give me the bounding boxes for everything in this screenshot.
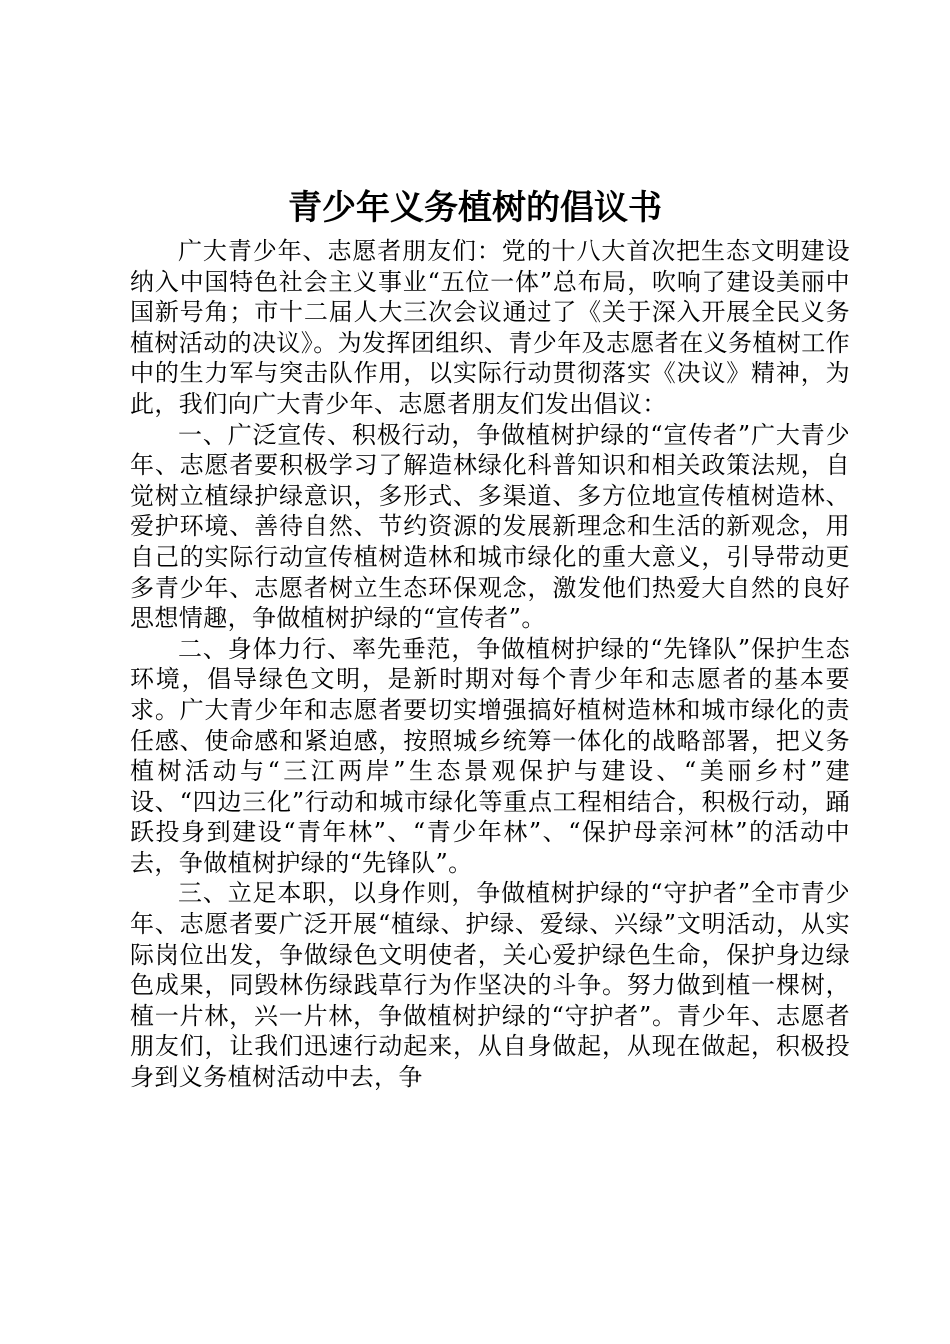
document-body — [130, 236, 850, 1093]
paragraph-proposal-2: 二、身体力行、率先垂范，争做植树护绿的“先锋队”保护生态环境，倡导绿色文明，是新时期对每个青少年和志愿者的基本要求。广大青少年和志愿者要切实增强搞好植树造林和城市绿化的责任感、使命感和紧迫感，按照城乡统筹一体化的战略部署，把义务植树活动与“三江两岸”生态景观保护与建设、“美丽乡村”建设、“四边三化”行动和城市绿化等重点工程相结合，积极行动，踊跃投身到建设“青年林”、“青少年林”、“保护母亲河林”的活动中去，争做植树护绿的“先锋队”。 — [130, 634, 850, 877]
paragraph-proposal-1: 一、广泛宣传、积极行动，争做植树护绿的“宣传者”广大青少年、志愿者要积极学习了解造林绿化科普知识和相关政策法规，自觉树立植绿护绿意识，多形式、多渠道、多方位地宣传植树造林、爱护环境、善待自然、节约资源的发展新理念和生活的新观念，用自己的实际行动宣传植树造林和城市绿化的重大意义，引导带动更多青少年、志愿者树立生态环保观念，激发他们热爱大自然的良好思想情趣，争做植树护绿的“宣传者”。 — [130, 420, 850, 633]
document-title: 青少年义务植树的倡议书 — [288, 188, 662, 228]
paragraph-proposal-3: 三、立足本职，以身作则，争做植树护绿的“守护者”全市青少年、志愿者要广泛开展“植绿、护绿、爱绿、兴绿”文明活动，从实际岗位出发，争做绿色文明使者，关心爱护绿色生命，保护身边绿色成果，同毁林伤绿践草行为作坚决的斗争。努力做到植一棵树，植一片林，兴一片林，争做植树护绿的“守护者”。青少年、志愿者朋友们，让我们迅速行动起来，从自身做起，从现在做起，积极投身到义务植树活动中去，争 — [130, 879, 850, 1092]
paragraph-intro: 广大青少年、志愿者朋友们：党的十八大首次把生态文明建设纳入中国特色社会主义事业“五位一体”总布局，吹响了建设美丽中国新号角；市十二届人大三次会议通过了《关于深入开展全民义务植树活动的决议》。为发挥团组织、青少年及志愿者在义务植树工作中的生力军与突击队作用，以实际行动贯彻落实《决议》精神，为此，我们向广大青少年、志愿者朋友们发出倡议： — [130, 237, 850, 418]
